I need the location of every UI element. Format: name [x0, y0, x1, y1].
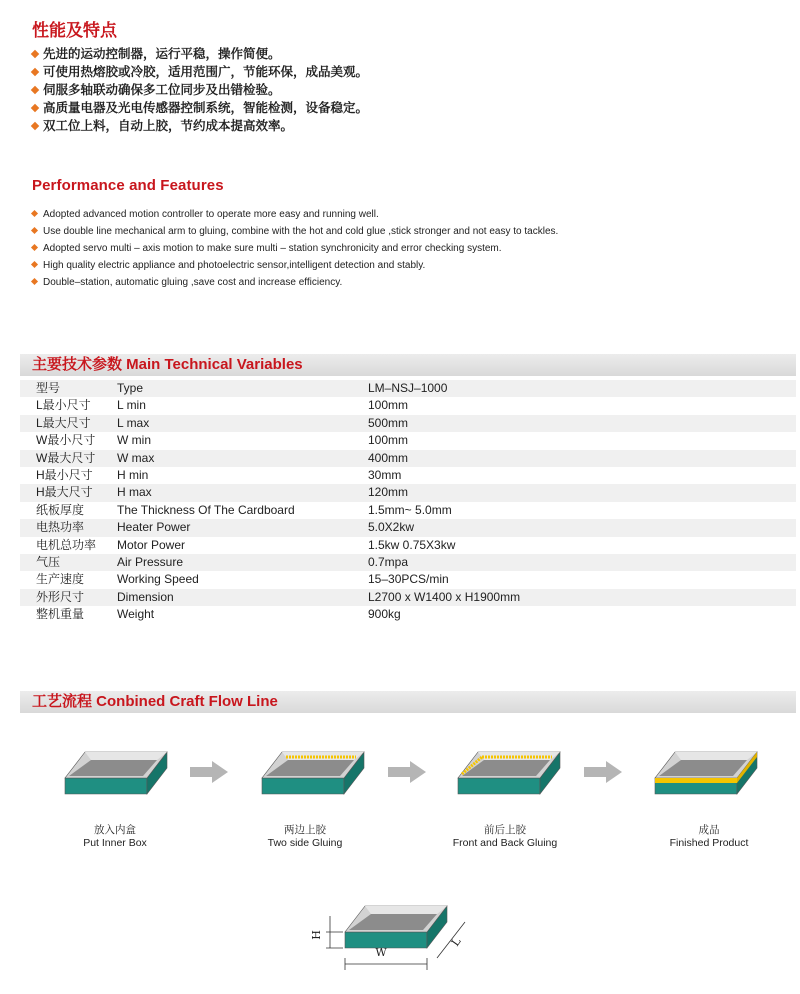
flow-diagram: [0, 720, 800, 994]
param-name-en: W min: [117, 433, 151, 448]
param-name-cn: L最小尺寸: [36, 398, 91, 413]
diamond-bullet-icon: [31, 278, 38, 285]
param-name-en: Working Speed: [117, 572, 199, 587]
dimension-label-w: W: [375, 946, 387, 959]
table-row: [20, 432, 796, 449]
box-inner-wall: [675, 752, 757, 760]
box-inner-wall: [365, 906, 447, 914]
table-row: [20, 589, 796, 606]
list-item: 高质量电器及光电传感器控制系统，智能检测，设备稳定。: [32, 99, 368, 117]
param-name-en: L min: [117, 398, 146, 413]
param-name-en: L max: [117, 415, 150, 430]
param-name-en: H max: [117, 485, 152, 500]
diamond-bullet-icon: [31, 261, 38, 268]
step-label-front-back-gluing: 前后上胶 Front and Back Gluing: [452, 824, 558, 849]
param-name-cn: H最小尺寸: [36, 467, 93, 482]
table-row: [20, 502, 796, 519]
table-row: [20, 519, 796, 536]
en-section-title: Performance and Features: [32, 177, 224, 194]
param-name-cn: 气压: [36, 554, 61, 569]
box-inner-wall: [85, 752, 167, 760]
list-item: 先进的运动控制器，运行平稳，操作简便。: [32, 45, 368, 63]
param-name-cn: 电热功率: [36, 520, 85, 535]
param-value: 30mm: [368, 467, 402, 482]
glue-band: [655, 778, 737, 783]
param-name-cn: 外形尺寸: [36, 589, 85, 604]
table-row: [20, 606, 796, 623]
en-feature-list: [32, 206, 558, 291]
param-name-en: The Thickness Of The Cardboard: [117, 502, 295, 517]
param-name-cn: 型号: [36, 381, 61, 395]
list-item: 可使用热熔胶或冷胶，适用范围广，节能环保，成品美观。: [32, 63, 368, 81]
box-dimension: [345, 906, 447, 948]
param-value: 1.5kw 0.75X3kw: [368, 537, 456, 552]
flow-arrow-icon: [190, 761, 228, 783]
list-item: Use double line mechanical arm to gluing, combine with the hot and cold glue ,stick stronger and not easy to tackles.: [32, 223, 558, 240]
step-label-finished-product: 成品 Finished Product: [669, 824, 749, 849]
table-row: [20, 397, 796, 414]
dimension-label-h: H: [310, 930, 323, 940]
param-value: 500mm: [368, 415, 409, 430]
box-front-face: [458, 778, 540, 794]
diamond-bullet-icon: [31, 68, 39, 76]
list-item: 伺服多轴联动确保多工位同步及出错检验。: [32, 81, 368, 99]
flow-arrow-icon: [388, 761, 426, 783]
param-name-en: Weight: [117, 607, 155, 622]
param-value: LM–NSJ–1000: [368, 381, 448, 395]
param-name-en: Dimension: [117, 589, 174, 604]
param-name-en: H min: [117, 467, 149, 482]
table-row: [20, 554, 796, 571]
diamond-bullet-icon: [31, 104, 39, 112]
step-label-two-side-gluing: 两边上胶 Two side Gluing: [267, 824, 343, 849]
param-name-en: W max: [117, 450, 155, 465]
param-value: 100mm: [368, 398, 409, 413]
list-item: Double–station, automatic gluing ,save cost and increase efficiency.: [32, 274, 558, 291]
param-value: 400mm: [368, 450, 409, 465]
list-item: Adopted advanced motion controller to operate more easy and running well.: [32, 206, 558, 223]
tech-section-title: 主要技术参数 Main Technical Variables: [32, 356, 303, 373]
param-name-cn: L最大尺寸: [36, 415, 91, 430]
param-name-cn: W最小尺寸: [36, 433, 96, 448]
diamond-bullet-icon: [31, 122, 39, 130]
box-step-4: [655, 752, 757, 794]
param-name-cn: 生产速度: [36, 572, 85, 587]
cn-section-title: 性能及特点: [32, 21, 117, 40]
flow-arrow-icon: [584, 761, 622, 783]
table-row: [20, 467, 796, 484]
diamond-bullet-icon: [31, 227, 38, 234]
param-name-cn: 纸板厚度: [36, 502, 85, 517]
param-value: 1.5mm~ 5.0mm: [368, 502, 452, 517]
param-name-cn: W最大尺寸: [36, 450, 96, 465]
table-row: [20, 415, 796, 432]
step-label-put-inner-box: 放入内盒 Put Inner Box: [83, 824, 147, 849]
spec-table: [20, 380, 796, 623]
cn-feature-list: [32, 45, 368, 135]
table-row: [20, 537, 796, 554]
param-value: 5.0X2kw: [368, 520, 415, 535]
list-item: 双工位上料，自动上胶，节约成本提高效率。: [32, 117, 368, 135]
table-row: [20, 380, 796, 397]
param-name-cn: 电机总功率: [36, 537, 97, 552]
param-name-cn: H最大尺寸: [36, 485, 93, 500]
box-step-3: [458, 752, 560, 794]
list-item: High quality electric appliance and photoelectric sensor,intelligent detection and stably.: [32, 257, 558, 274]
param-name-en: Heater Power: [117, 520, 191, 535]
param-name-cn: 整机重量: [36, 607, 85, 622]
param-name-en: Motor Power: [117, 537, 186, 552]
table-row: [20, 571, 796, 588]
param-name-en: Air Pressure: [117, 554, 184, 569]
box-front-face: [262, 778, 344, 794]
box-front-face: [65, 778, 147, 794]
param-name-en: Type: [117, 381, 144, 395]
table-row: [20, 450, 796, 467]
param-value: 15–30PCS/min: [368, 572, 449, 587]
param-value: 120mm: [368, 485, 409, 500]
box-step-1: [65, 752, 167, 794]
dimension-label-l: L: [448, 935, 464, 949]
param-value: 0.7mpa: [368, 554, 409, 569]
diamond-bullet-icon: [31, 244, 38, 251]
flow-section-title: 工艺流程 Conbined Craft Flow Line: [32, 693, 278, 710]
param-value: L2700 x W1400 x H1900mm: [368, 589, 521, 604]
list-item: Adopted servo multi – axis motion to make sure multi – station synchronicity and error checking system.: [32, 240, 558, 257]
param-value: 900kg: [368, 607, 401, 622]
table-row: [20, 484, 796, 501]
box-step-2: [262, 752, 364, 794]
param-value: 100mm: [368, 433, 409, 448]
diamond-bullet-icon: [31, 50, 39, 58]
diamond-bullet-icon: [31, 86, 39, 94]
diamond-bullet-icon: [31, 210, 38, 217]
